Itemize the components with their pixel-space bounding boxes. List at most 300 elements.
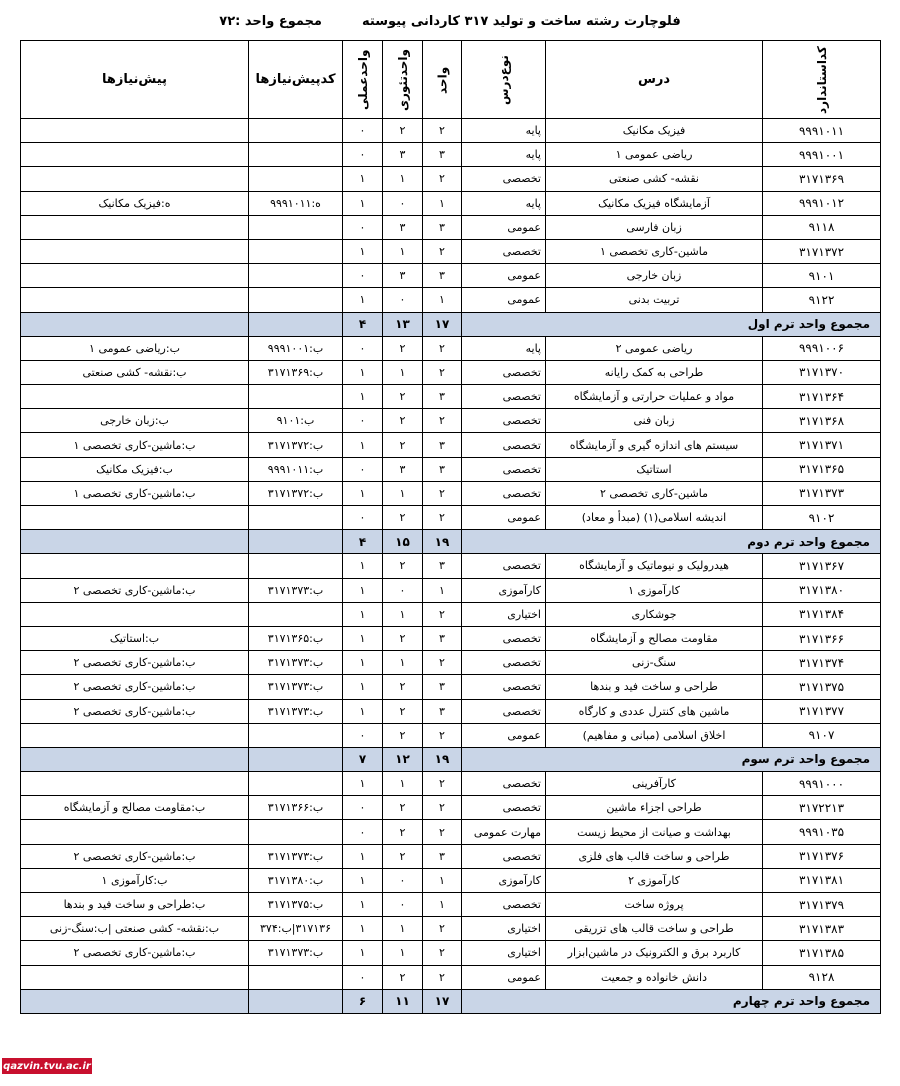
prereq-code: ب:۳۱۷۱۳۷۳ bbox=[249, 675, 343, 699]
course-type: عمومی bbox=[462, 288, 546, 312]
course-units: ۲ bbox=[423, 941, 462, 965]
course-practical-units: ۱ bbox=[343, 772, 383, 796]
header-type: نوع‌درس bbox=[462, 41, 546, 119]
table-row bbox=[21, 143, 881, 167]
course-theory-units: ۰ bbox=[383, 288, 423, 312]
course-type: تخصصی bbox=[462, 626, 546, 650]
prereq-code: ب:۹۹۹۱۰۰۱ bbox=[249, 336, 343, 360]
course-theory-units: ۳ bbox=[383, 143, 423, 167]
course-practical-units: ۱ bbox=[343, 167, 383, 191]
prereq-code: ب:۹۹۹۱۰۱۱ bbox=[249, 457, 343, 481]
course-type: تخصصی bbox=[462, 239, 546, 263]
table-row bbox=[21, 360, 881, 384]
course-practical-units: ۰ bbox=[343, 820, 383, 844]
course-units: ۳ bbox=[423, 626, 462, 650]
total-units: ۱۷ bbox=[423, 312, 462, 336]
course-code: ۳۱۷۱۳۸۱ bbox=[763, 868, 881, 892]
course-type: تخصصی bbox=[462, 385, 546, 409]
course-units: ۱ bbox=[423, 868, 462, 892]
course-type: اختیاری bbox=[462, 602, 546, 626]
prereq-name bbox=[21, 506, 249, 530]
prereq-code bbox=[249, 965, 343, 989]
prereq-code: ب:۳۱۷۱۳۷۲ bbox=[249, 433, 343, 457]
empty-cell bbox=[249, 989, 343, 1013]
course-theory-units: ۰ bbox=[383, 578, 423, 602]
course-name: طراحی و ساخت قالب های فلزی bbox=[546, 844, 763, 868]
course-theory-units: ۲ bbox=[383, 506, 423, 530]
course-units: ۳ bbox=[423, 433, 462, 457]
empty-cell bbox=[249, 530, 343, 554]
prereq-code bbox=[249, 820, 343, 844]
course-units: ۲ bbox=[423, 239, 462, 263]
prereq-name: ب:نقشه- کشی صنعتی bbox=[21, 360, 249, 384]
total-units: ۱۷ bbox=[423, 989, 462, 1013]
table-row bbox=[21, 796, 881, 820]
course-units: ۲ bbox=[423, 602, 462, 626]
course-practical-units: ۱ bbox=[343, 385, 383, 409]
course-practical-units: ۰ bbox=[343, 965, 383, 989]
semester-total-row bbox=[21, 747, 881, 771]
empty-cell bbox=[21, 989, 249, 1013]
prereq-code bbox=[249, 143, 343, 167]
course-type: تخصصی bbox=[462, 409, 546, 433]
course-name: سیستم های اندازه گیری و آزمایشگاه bbox=[546, 433, 763, 457]
course-theory-units: ۲ bbox=[383, 699, 423, 723]
course-practical-units: ۱ bbox=[343, 699, 383, 723]
course-practical-units: ۱ bbox=[343, 893, 383, 917]
total-theory: ۱۱ bbox=[383, 989, 423, 1013]
prereq-name: ب:ماشین-کاری تخصصی ۲ bbox=[21, 699, 249, 723]
table-row bbox=[21, 868, 881, 892]
course-type: اختیاری bbox=[462, 917, 546, 941]
course-code: ۳۱۷۱۳۷۹ bbox=[763, 893, 881, 917]
course-type: تخصصی bbox=[462, 433, 546, 457]
course-type: پایه bbox=[462, 119, 546, 143]
course-name: جوشکاری bbox=[546, 602, 763, 626]
course-code: ۳۱۷۱۳۷۶ bbox=[763, 844, 881, 868]
empty-cell bbox=[21, 747, 249, 771]
course-theory-units: ۲ bbox=[383, 626, 423, 650]
course-type: پایه bbox=[462, 143, 546, 167]
course-theory-units: ۲ bbox=[383, 820, 423, 844]
table-row bbox=[21, 723, 881, 747]
course-code: ۳۱۷۱۳۸۴ bbox=[763, 602, 881, 626]
course-practical-units: ۰ bbox=[343, 143, 383, 167]
course-code: ۹۹۹۱۰۱۱ bbox=[763, 119, 881, 143]
prereq-name: ب:ماشین-کاری تخصصی ۲ bbox=[21, 578, 249, 602]
course-code: ۹۱۰۲ bbox=[763, 506, 881, 530]
course-name: کارآفرینی bbox=[546, 772, 763, 796]
course-units: ۲ bbox=[423, 917, 462, 941]
table-row bbox=[21, 626, 881, 650]
course-name: کارآموزی ۲ bbox=[546, 868, 763, 892]
course-code: ۳۱۷۱۳۷۴ bbox=[763, 651, 881, 675]
course-practical-units: ۱ bbox=[343, 868, 383, 892]
course-practical-units: ۱ bbox=[343, 191, 383, 215]
course-theory-units: ۱ bbox=[383, 917, 423, 941]
table-row bbox=[21, 481, 881, 505]
course-units: ۳ bbox=[423, 844, 462, 868]
course-practical-units: ۱ bbox=[343, 941, 383, 965]
course-units: ۳ bbox=[423, 215, 462, 239]
prereq-code: ب:۹۱۰۱ bbox=[249, 409, 343, 433]
course-type: عمومی bbox=[462, 264, 546, 288]
course-units: ۱ bbox=[423, 191, 462, 215]
prereq-code: ه:۹۹۹۱۰۱۱ bbox=[249, 191, 343, 215]
course-type: تخصصی bbox=[462, 360, 546, 384]
course-practical-units: ۱ bbox=[343, 433, 383, 457]
course-units: ۲ bbox=[423, 651, 462, 675]
prereq-code: ب:۳۱۷۱۳۷۵ bbox=[249, 893, 343, 917]
course-practical-units: ۰ bbox=[343, 506, 383, 530]
prereq-name: ب:ماشین-کاری تخصصی ۲ bbox=[21, 651, 249, 675]
course-name: ماشین-کاری تخصصی ۱ bbox=[546, 239, 763, 263]
course-theory-units: ۲ bbox=[383, 723, 423, 747]
course-type: پایه bbox=[462, 191, 546, 215]
course-name: بهداشت و صیانت از محیط زیست bbox=[546, 820, 763, 844]
course-name: طراحی و ساخت فید و بندها bbox=[546, 675, 763, 699]
table-row bbox=[21, 893, 881, 917]
total-practical: ۶ bbox=[343, 989, 383, 1013]
prereq-name: ب:ماشین-کاری تخصصی ۲ bbox=[21, 844, 249, 868]
table-row bbox=[21, 215, 881, 239]
course-theory-units: ۱ bbox=[383, 602, 423, 626]
course-code: ۳۱۷۱۳۶۹ bbox=[763, 167, 881, 191]
course-name: اندیشه اسلامی(۱) (مبدأ و معاد) bbox=[546, 506, 763, 530]
course-code: ۹۹۹۱۰۱۲ bbox=[763, 191, 881, 215]
course-theory-units: ۲ bbox=[383, 119, 423, 143]
prereq-code: ب:۳۱۷۱۳۷۳ bbox=[249, 578, 343, 602]
course-code: ۳۱۷۱۳۸۳ bbox=[763, 917, 881, 941]
course-units: ۳ bbox=[423, 699, 462, 723]
course-type: تخصصی bbox=[462, 457, 546, 481]
total-units: ۱۹ bbox=[423, 530, 462, 554]
prereq-name: ب:ماشین-کاری تخصصی ۱ bbox=[21, 433, 249, 457]
table-row bbox=[21, 554, 881, 578]
course-code: ۹۹۹۱۰۰۶ bbox=[763, 336, 881, 360]
prereq-name bbox=[21, 143, 249, 167]
table-header-row bbox=[21, 41, 881, 119]
course-units: ۱ bbox=[423, 578, 462, 602]
course-practical-units: ۱ bbox=[343, 917, 383, 941]
table-row bbox=[21, 699, 881, 723]
course-theory-units: ۳ bbox=[383, 215, 423, 239]
course-type: تخصصی bbox=[462, 772, 546, 796]
course-units: ۲ bbox=[423, 119, 462, 143]
course-type: تخصصی bbox=[462, 796, 546, 820]
course-practical-units: ۰ bbox=[343, 215, 383, 239]
prereq-code bbox=[249, 602, 343, 626]
course-theory-units: ۱ bbox=[383, 360, 423, 384]
course-code: ۹۱۰۷ bbox=[763, 723, 881, 747]
course-units: ۲ bbox=[423, 336, 462, 360]
prereq-code: ب:۳۱۷۱۳۸۰ bbox=[249, 868, 343, 892]
prereq-name bbox=[21, 723, 249, 747]
course-code: ۳۱۷۱۳۶۷ bbox=[763, 554, 881, 578]
course-practical-units: ۱ bbox=[343, 481, 383, 505]
prereq-code: ب:۳۱۷۱۳۶۵ bbox=[249, 626, 343, 650]
site-logo[interactable]: qazvin.tvu.ac.ir bbox=[2, 1058, 92, 1074]
course-practical-units: ۰ bbox=[343, 264, 383, 288]
course-name: هیدرولیک و نیوماتیک و آزمایشگاه bbox=[546, 554, 763, 578]
table-row bbox=[21, 844, 881, 868]
course-name: دانش خانواده و جمعیت bbox=[546, 965, 763, 989]
course-practical-units: ۱ bbox=[343, 239, 383, 263]
course-type: اختیاری bbox=[462, 941, 546, 965]
prereq-code: ب:۳۱۷۱۳۶۶ bbox=[249, 796, 343, 820]
course-practical-units: ۱ bbox=[343, 554, 383, 578]
table-row bbox=[21, 336, 881, 360]
semester-total-label: مجموع واحد ترم دوم bbox=[462, 530, 881, 554]
prereq-name bbox=[21, 264, 249, 288]
table-row bbox=[21, 772, 881, 796]
prereq-name bbox=[21, 288, 249, 312]
course-code: ۳۱۷۱۳۸۰ bbox=[763, 578, 881, 602]
course-theory-units: ۲ bbox=[383, 554, 423, 578]
course-units: ۲ bbox=[423, 723, 462, 747]
prereq-name bbox=[21, 119, 249, 143]
prereq-code bbox=[249, 167, 343, 191]
course-units: ۲ bbox=[423, 506, 462, 530]
table-row bbox=[21, 820, 881, 844]
course-code: ۳۱۷۱۳۷۰ bbox=[763, 360, 881, 384]
table-row bbox=[21, 264, 881, 288]
header-prereq-code: کدپیش‌نیازها bbox=[249, 41, 343, 119]
course-units: ۳ bbox=[423, 143, 462, 167]
prereq-name bbox=[21, 385, 249, 409]
prereq-name bbox=[21, 965, 249, 989]
semester-total-label: مجموع واحد ترم چهارم bbox=[462, 989, 881, 1013]
course-code: ۹۱۲۸ bbox=[763, 965, 881, 989]
course-type: پایه bbox=[462, 336, 546, 360]
course-units: ۲ bbox=[423, 820, 462, 844]
course-units: ۱ bbox=[423, 893, 462, 917]
semester-total-row bbox=[21, 312, 881, 336]
course-units: ۳ bbox=[423, 385, 462, 409]
table-row bbox=[21, 239, 881, 263]
course-units: ۲ bbox=[423, 360, 462, 384]
total-practical: ۷ bbox=[343, 747, 383, 771]
semester-total-row bbox=[21, 989, 881, 1013]
prereq-code: ب:۳۱۷۱۳۷۳ bbox=[249, 699, 343, 723]
course-units: ۱ bbox=[423, 288, 462, 312]
course-practical-units: ۰ bbox=[343, 119, 383, 143]
course-units: ۲ bbox=[423, 167, 462, 191]
course-theory-units: ۱ bbox=[383, 481, 423, 505]
course-theory-units: ۲ bbox=[383, 844, 423, 868]
header-code: کداستاندارد bbox=[763, 41, 881, 119]
course-code: ۳۱۷۱۳۶۸ bbox=[763, 409, 881, 433]
course-type: تخصصی bbox=[462, 167, 546, 191]
prereq-code bbox=[249, 506, 343, 530]
table-row bbox=[21, 167, 881, 191]
course-name: اخلاق اسلامی (مبانی و مفاهیم) bbox=[546, 723, 763, 747]
prereq-name: ب:مقاومت مصالح و آزمایشگاه bbox=[21, 796, 249, 820]
prereq-name: ب:فیزیک مکانیک bbox=[21, 457, 249, 481]
prereq-name bbox=[21, 772, 249, 796]
table-row bbox=[21, 119, 881, 143]
total-practical: ۴ bbox=[343, 312, 383, 336]
table-row bbox=[21, 651, 881, 675]
course-theory-units: ۲ bbox=[383, 433, 423, 457]
course-theory-units: ۳ bbox=[383, 264, 423, 288]
prereq-name: ب:نقشه- کشی صنعتی |ب:سنگ-زنی bbox=[21, 917, 249, 941]
course-type: عمومی bbox=[462, 965, 546, 989]
course-theory-units: ۲ bbox=[383, 409, 423, 433]
prereq-name bbox=[21, 820, 249, 844]
course-practical-units: ۱ bbox=[343, 651, 383, 675]
course-units: ۲ bbox=[423, 772, 462, 796]
course-practical-units: ۰ bbox=[343, 409, 383, 433]
course-theory-units: ۰ bbox=[383, 191, 423, 215]
table-row bbox=[21, 409, 881, 433]
prereq-code: ب:۳۱۷۱۳۶۹ bbox=[249, 360, 343, 384]
total-units: ۱۹ bbox=[423, 747, 462, 771]
course-theory-units: ۲ bbox=[383, 675, 423, 699]
course-code: ۳۱۷۱۳۶۵ bbox=[763, 457, 881, 481]
course-practical-units: ۱ bbox=[343, 626, 383, 650]
course-code: ۳۱۷۱۳۷۲ bbox=[763, 239, 881, 263]
course-type: مهارت عمومی bbox=[462, 820, 546, 844]
course-code: ۳۱۷۱۳۸۵ bbox=[763, 941, 881, 965]
course-type: تخصصی bbox=[462, 554, 546, 578]
prereq-name bbox=[21, 215, 249, 239]
course-code: ۳۱۷۱۳۷۱ bbox=[763, 433, 881, 457]
course-units: ۳ bbox=[423, 554, 462, 578]
curriculum-table bbox=[20, 40, 881, 1014]
course-type: عمومی bbox=[462, 215, 546, 239]
table-row bbox=[21, 433, 881, 457]
course-code: ۹۹۹۱۰۳۵ bbox=[763, 820, 881, 844]
table-row bbox=[21, 917, 881, 941]
prereq-name bbox=[21, 167, 249, 191]
prereq-code bbox=[249, 723, 343, 747]
course-name: ریاضی عمومی ۱ bbox=[546, 143, 763, 167]
prereq-code: ب:۳۱۷۱۳۷۲ bbox=[249, 481, 343, 505]
course-practical-units: ۱ bbox=[343, 602, 383, 626]
course-name: ماشین های کنترل عددی و کارگاه bbox=[546, 699, 763, 723]
header-course: درس bbox=[546, 41, 763, 119]
course-name: کارآموزی ۱ bbox=[546, 578, 763, 602]
prereq-name: ب:استاتیک bbox=[21, 626, 249, 650]
course-code: ۹۱۰۱ bbox=[763, 264, 881, 288]
course-practical-units: ۰ bbox=[343, 723, 383, 747]
table-body bbox=[21, 119, 881, 1014]
course-name: پروژه ساخت bbox=[546, 893, 763, 917]
prereq-name bbox=[21, 602, 249, 626]
prereq-code: ب:۳۱۷۱۳۷۳ bbox=[249, 651, 343, 675]
semester-total-label: مجموع واحد ترم سوم bbox=[462, 747, 881, 771]
course-units: ۳ bbox=[423, 457, 462, 481]
course-theory-units: ۲ bbox=[383, 336, 423, 360]
course-name: طراحی به کمک رایانه bbox=[546, 360, 763, 384]
course-name: زبان فارسی bbox=[546, 215, 763, 239]
course-code: ۹۹۹۱۰۰۱ bbox=[763, 143, 881, 167]
course-type: کارآموزی bbox=[462, 868, 546, 892]
prereq-name: ب:ماشین-کاری تخصصی ۲ bbox=[21, 941, 249, 965]
header-practical: واحدعملی bbox=[343, 41, 383, 119]
table-row bbox=[21, 385, 881, 409]
course-name: استاتیک bbox=[546, 457, 763, 481]
header-theory: واحدتئوری bbox=[383, 41, 423, 119]
course-units: ۲ bbox=[423, 409, 462, 433]
prereq-name: ه:فیزیک مکانیک bbox=[21, 191, 249, 215]
prereq-name: ب:زبان خارجی bbox=[21, 409, 249, 433]
course-name: تربیت بدنی bbox=[546, 288, 763, 312]
course-type: تخصصی bbox=[462, 481, 546, 505]
course-name: مقاومت مصالح و آزمایشگاه bbox=[546, 626, 763, 650]
course-theory-units: ۲ bbox=[383, 965, 423, 989]
course-theory-units: ۱ bbox=[383, 239, 423, 263]
course-code: ۳۱۷۲۲۱۳ bbox=[763, 796, 881, 820]
course-name: سنگ-زنی bbox=[546, 651, 763, 675]
prereq-name: ب:طراحی و ساخت فید و بندها bbox=[21, 893, 249, 917]
course-practical-units: ۱ bbox=[343, 844, 383, 868]
prereq-name: ب:ریاضی عمومی ۱ bbox=[21, 336, 249, 360]
prereq-name bbox=[21, 554, 249, 578]
semester-total-label: مجموع واحد ترم اول bbox=[462, 312, 881, 336]
table-row bbox=[21, 191, 881, 215]
course-units: ۳ bbox=[423, 264, 462, 288]
table-row bbox=[21, 578, 881, 602]
course-name: فیزیک مکانیک bbox=[546, 119, 763, 143]
course-units: ۲ bbox=[423, 796, 462, 820]
header-units: واحد bbox=[423, 41, 462, 119]
course-practical-units: ۱ bbox=[343, 675, 383, 699]
course-code: ۳۱۷۱۳۷۳ bbox=[763, 481, 881, 505]
course-type: عمومی bbox=[462, 723, 546, 747]
prereq-code bbox=[249, 288, 343, 312]
total-theory: ۱۳ bbox=[383, 312, 423, 336]
course-type: تخصصی bbox=[462, 844, 546, 868]
prereq-code bbox=[249, 215, 343, 239]
course-code: ۹۱۲۲ bbox=[763, 288, 881, 312]
empty-cell bbox=[21, 312, 249, 336]
course-type: عمومی bbox=[462, 506, 546, 530]
empty-cell bbox=[21, 530, 249, 554]
prereq-name: ب:کارآموزی ۱ bbox=[21, 868, 249, 892]
course-units: ۲ bbox=[423, 481, 462, 505]
course-name: کاربرد برق و الکترونیک در ماشین‌ابزار bbox=[546, 941, 763, 965]
empty-cell bbox=[249, 312, 343, 336]
prereq-code: ۳۱۷۱۳۶|ب:۳۷۴ bbox=[249, 917, 343, 941]
prereq-code bbox=[249, 772, 343, 796]
course-name: زبان خارجی bbox=[546, 264, 763, 288]
header-prereq: پیش‌نیازها bbox=[21, 41, 249, 119]
empty-cell bbox=[249, 747, 343, 771]
course-theory-units: ۱ bbox=[383, 651, 423, 675]
course-code: ۳۱۷۱۳۶۴ bbox=[763, 385, 881, 409]
course-units: ۳ bbox=[423, 675, 462, 699]
course-units: ۲ bbox=[423, 965, 462, 989]
course-code: ۳۱۷۱۳۷۷ bbox=[763, 699, 881, 723]
total-units-title: مجموع واحد :۷۲ bbox=[219, 13, 322, 29]
course-name: مواد و عملیات حرارتی و آزمایشگاه bbox=[546, 385, 763, 409]
course-practical-units: ۰ bbox=[343, 336, 383, 360]
table-row bbox=[21, 941, 881, 965]
course-practical-units: ۱ bbox=[343, 360, 383, 384]
prereq-name bbox=[21, 239, 249, 263]
course-name: نقشه- کشی صنعتی bbox=[546, 167, 763, 191]
course-practical-units: ۱ bbox=[343, 578, 383, 602]
prereq-code bbox=[249, 385, 343, 409]
course-type: تخصصی bbox=[462, 699, 546, 723]
course-code: ۹۱۱۸ bbox=[763, 215, 881, 239]
course-theory-units: ۱ bbox=[383, 167, 423, 191]
course-theory-units: ۲ bbox=[383, 385, 423, 409]
course-theory-units: ۰ bbox=[383, 893, 423, 917]
course-type: تخصصی bbox=[462, 651, 546, 675]
